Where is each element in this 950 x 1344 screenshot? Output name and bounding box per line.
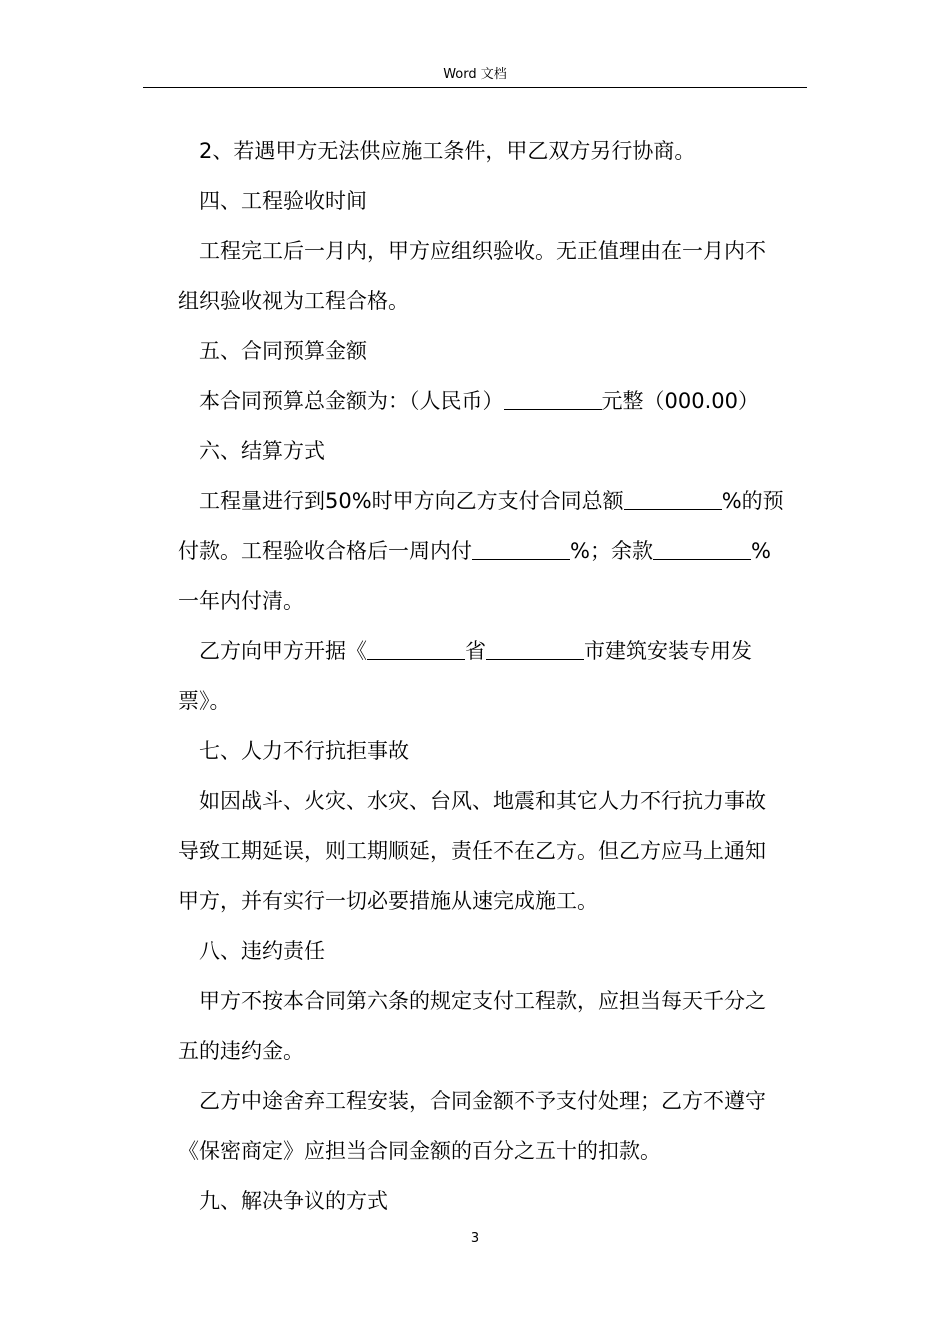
section-heading: 六、结算方式 [199, 439, 325, 463]
section-heading: 五、合同预算金额 [199, 339, 367, 363]
paragraph-line: 2、若遇甲方无法供应施工条件，甲乙双方另行协商。 [199, 139, 696, 163]
paragraph-line [178, 476, 810, 526]
paragraph-line: 导致工期延误，则工期顺延，责任不在乙方。但乙方应马上通知 [178, 839, 766, 863]
page-header: Word 文档 [443, 67, 507, 82]
paragraph-line: 五的违约金。 [178, 1039, 304, 1063]
document-body [178, 126, 810, 1226]
paragraph-line: 乙方中途舍弃工程安装，合同金额不予支付处理；乙方不遵守 [199, 1089, 766, 1113]
fill-in-blank [653, 539, 751, 560]
line-text: %的预 [721, 489, 784, 513]
line-text: 元整（000.00） [601, 389, 759, 413]
section-heading: 八、违约责任 [199, 939, 325, 963]
line-text: 本合同预算总金额为：（人民币） [199, 389, 504, 413]
paragraph-line [178, 626, 810, 676]
line-text: 付款。工程验收合格后一周内付 [178, 539, 472, 563]
line-text: 省 [465, 639, 486, 663]
fill-in-blank [486, 639, 584, 660]
line-text: 市建筑安装专用发 [584, 639, 752, 663]
line-text: 乙方向甲方开据《 [199, 639, 367, 663]
fill-in-blank [504, 389, 602, 410]
paragraph-line [178, 526, 810, 576]
paragraph-line: 组织验收视为工程合格。 [178, 289, 409, 313]
fill-in-blank [472, 539, 570, 560]
section-heading: 七、人力不行抗拒事故 [199, 739, 409, 763]
paragraph-line: 甲方不按本合同第六条的规定支付工程款，应担当每天千分之 [199, 989, 766, 1013]
line-text: %；余款 [570, 539, 653, 563]
header-divider [143, 87, 807, 88]
paragraph-line: 《保密商定》应担当合同金额的百分之五十的扣款。 [178, 1139, 661, 1163]
section-heading: 九、解决争议的方式 [199, 1189, 388, 1213]
page-number: 3 [470, 1231, 480, 1246]
section-heading: 四、工程验收时间 [199, 189, 367, 213]
paragraph-line: 工程完工后一月内，甲方应组织验收。无正值理由在一月内不 [199, 239, 766, 263]
paragraph-line: 甲方，并有实行一切必要措施从速完成施工。 [178, 889, 598, 913]
line-text: 工程量进行到50%时甲方向乙方支付合同总额 [199, 489, 624, 513]
paragraph-line: 一年内付清。 [178, 589, 304, 613]
line-text: % [750, 539, 771, 563]
paragraph-line: 票》。 [178, 689, 231, 713]
paragraph-line [178, 376, 810, 426]
fill-in-blank [367, 639, 465, 660]
fill-in-blank [624, 489, 722, 510]
paragraph-line: 如因战斗、火灾、水灾、台风、地震和其它人力不行抗力事故 [199, 789, 766, 813]
